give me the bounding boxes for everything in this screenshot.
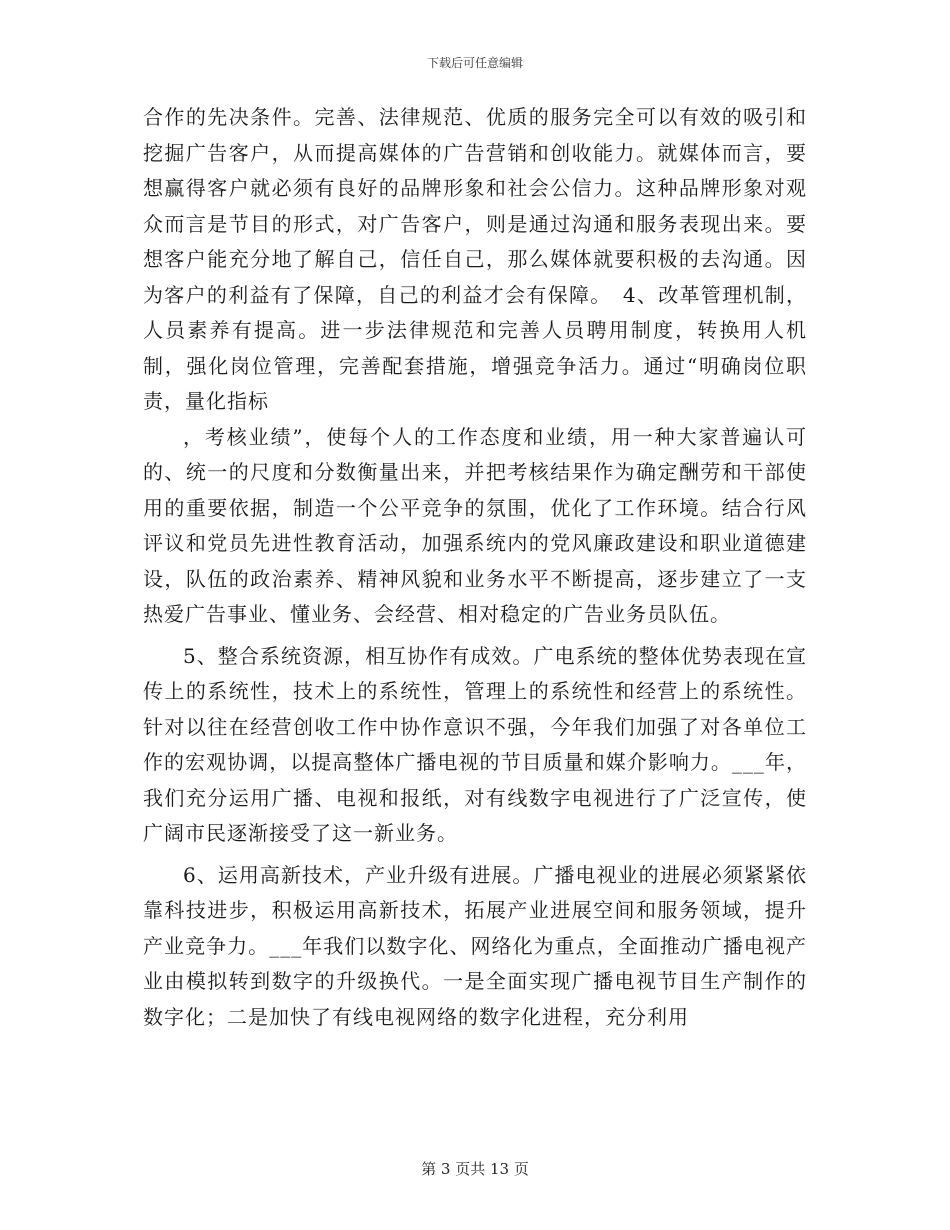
page-header: 下载后可任意编辑 (426, 56, 523, 70)
paragraph-4: 6、运用高新技术，产业升级有进展。广播电视业的进展必须紧紧依靠科技进步，积极运用高新技术，拓展产业进展空间和服务领域，提升产业竞争力。___年我们以数字化、网络化为重点，全面推动广播电视产业由模拟转到数字的升级换代。一是全面实现广播电视节目生产制作的数字化；二是加快了有线电视网络的数字化进程，充分利用 (143, 862, 807, 1029)
paragraph-1: 合作的先决条件。完善、法律规范、优质的服务完全可以有效的吸引和挖掘广告客户，从而提高媒体的广告营销和创收能力。就媒体而言，要想赢得客户就必须有良好的品牌形象和社会公信力。这种品牌形象对观众而言是节目的形式，对广告客户，则是通过沟通和服务表现出来。要想客户能充分地了解自己，信任自己，那么媒体就要积极的去沟通。因为客户的利益有了保障，自己的利益才会有保障。 4、改革管理机制，人员素养有提高。进一步法律规范和完善人员聘用制度，转换用人机制，强化岗位管理，完善配套措施，增强竞争活力。通过“明确岗位职责，量化指标 (143, 105, 807, 413)
page-footer: 第 3 页共 13 页 (421, 1160, 529, 1178)
paragraph-2: ，考核业绩”，使每个人的工作态度和业绩，用一种大家普遍认可的、统一的尺度和分数衡量出来，并把考核结果作为确定酬劳和干部使用的重要依据，制造一个公平竞争的氛围，优化了工作环境。结合行风评议和党员先进性教育活动，加强系统内的党风廉政建设和职业道德建设，队伍的政治素养、精神风貌和业务水平不断提高，逐步建立了一支热爱广告事业、懂业务、会经营、相对稳定的广告业务员队伍。 (143, 424, 807, 626)
document-body (143, 100, 807, 1035)
paragraph-3: 5、整合系统资源，相互协作有成效。广电系统的整体优势表现在宣传上的系统性，技术上的系统性，管理上的系统性和经营上的系统性。针对以往在经营创收工作中协作意识不强，今年我们加强了对各单位工作的宏观协调，以提高整体广播电视的节目质量和媒介影响力。___年，我们充分运用广播、电视和报纸，对有线数字电视进行了广泛宣传，使广阔市民逐渐接受了这一新业务。 (143, 643, 807, 845)
